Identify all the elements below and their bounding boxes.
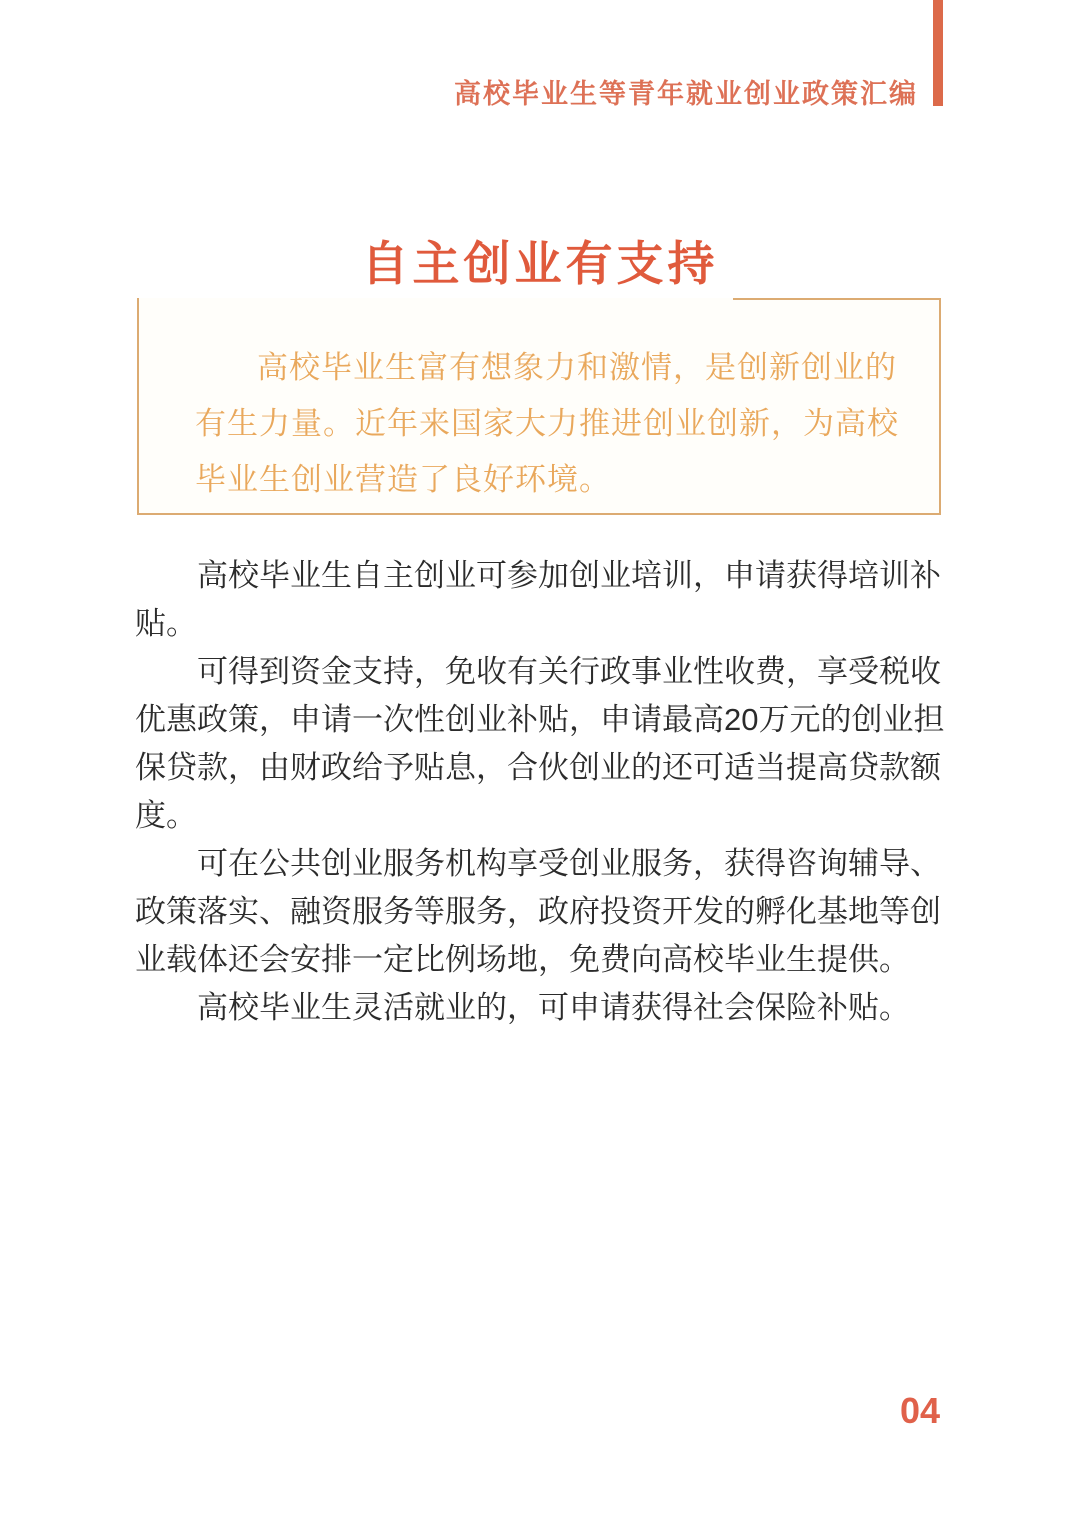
body-paragraph: 可在公共创业服务机构享受创业服务，获得咨询辅导、政策落实、融资服务等服务，政府投资开发的孵化基地等创业载体还会安排一定比例场地，免费向高校毕业生提供。	[135, 846, 941, 977]
body-paragraph: 高校毕业生灵活就业的，可申请获得社会保险补贴。	[197, 990, 910, 1025]
booklet-header-title: 高校毕业生等青年就业创业政策汇编	[454, 79, 918, 109]
highlight-quote-box	[137, 298, 941, 515]
quote-box-top-border-segment	[733, 298, 939, 300]
page-title: 自主创业有支持	[361, 237, 719, 291]
header-accent-bar	[933, 0, 943, 106]
highlight-quote-text: 高校毕业生富有想象力和激情，是创新创业的有生力量。近年来国家大力推进创业创新，为高校毕业生创业营造了良好环境。	[195, 350, 899, 497]
body-paragraph: 可得到资金支持，免收有关行政事业性收费，享受税收优惠政策，申请一次性创业补贴，申请最高20万元的创业担保贷款，由财政给予贴息，合伙创业的还可适当提高贷款额度。	[135, 654, 945, 833]
page-number: 04	[899, 1390, 940, 1431]
body-paragraphs	[135, 552, 947, 1032]
body-paragraph: 高校毕业生自主创业可参加创业培训，申请获得培训补贴。	[135, 558, 941, 641]
